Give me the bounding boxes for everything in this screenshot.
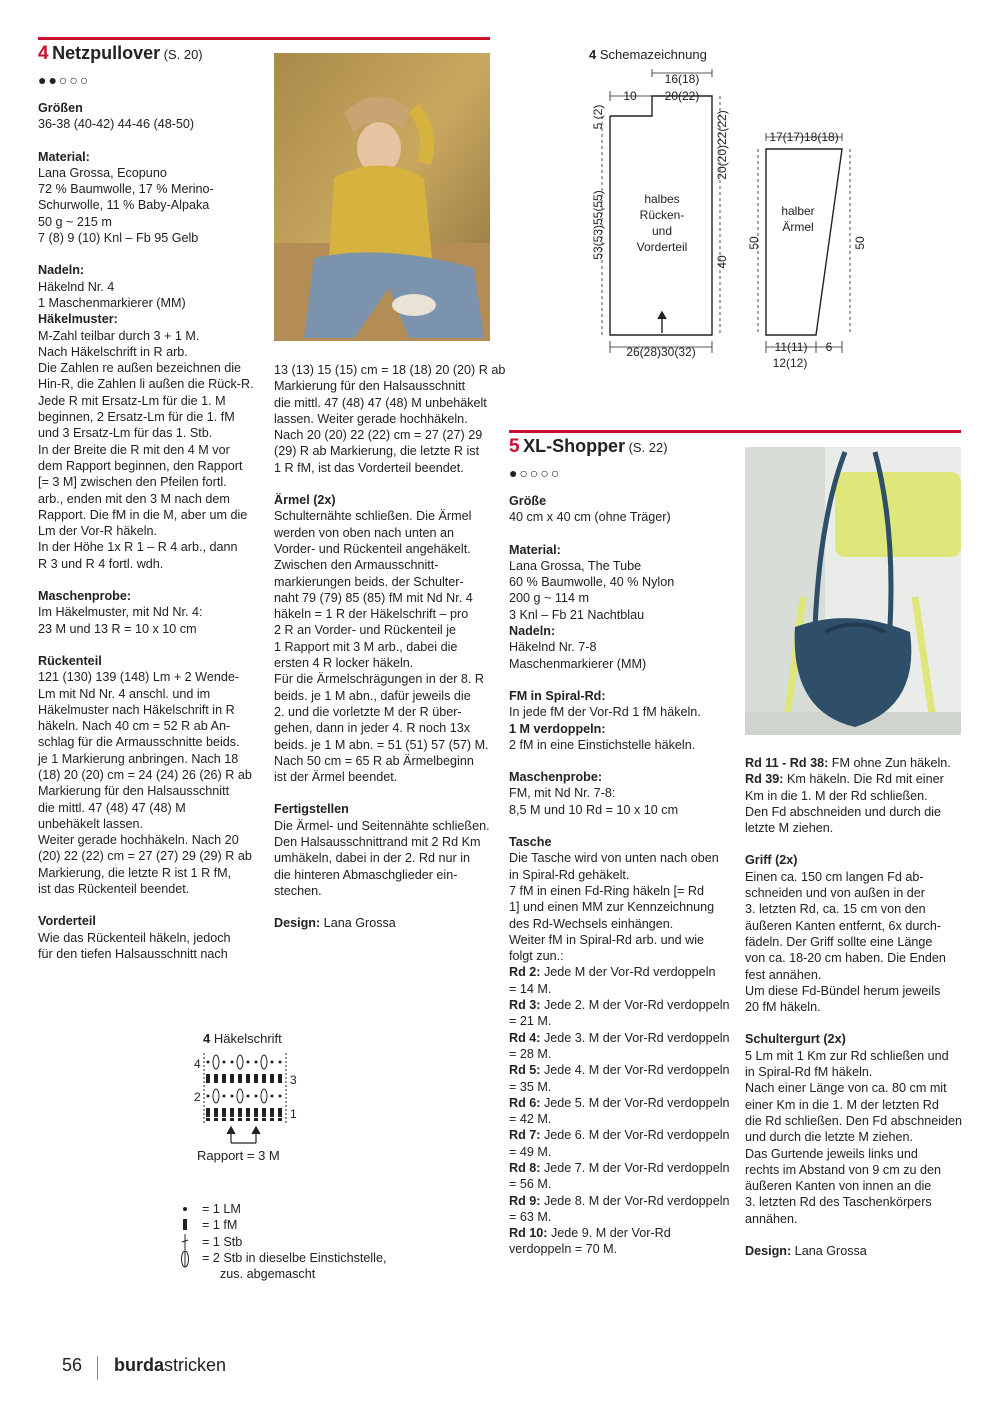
s4c1-line: Jede R mit Ersatz-Lm für die 1. M — [38, 393, 226, 408]
s4c1-line: Schurwolle, 11 % Baby-Alpaka — [38, 198, 210, 213]
s4c1-line: Weiter gerade hochhäkeln. Nach 20 — [38, 833, 239, 848]
s4c1-heading-6: Vorderteil — [38, 914, 96, 929]
s5c2-line: Nach einer Länge von ca. 80 cm mit — [745, 1081, 947, 1096]
double-stb-stitch — [213, 1055, 219, 1069]
s4c1-block-3 — [38, 311, 268, 572]
s5c2-line: die Rd schließen. Den Fd abschneiden — [745, 1113, 963, 1128]
fm-stitch — [262, 1118, 266, 1121]
s4c1-line: für den tiefen Halsausschnitt nach — [38, 946, 228, 961]
legend-text: = 1 fM — [202, 1218, 238, 1233]
s5c2-heading-0: Griff (2x) — [745, 853, 798, 868]
s4c1-line: dem Rapport beginnen, den Rapport — [38, 458, 243, 473]
s4c1-line: R 3 und R 4 fortl. wdh. — [38, 556, 164, 571]
fm-stitch — [254, 1074, 258, 1083]
s4c1-line: arb., enden mit den 3 M nach dem — [38, 491, 230, 506]
s4c1-line: 72 % Baumwolle, 17 % Merino- — [38, 182, 214, 197]
legend-item — [180, 1201, 440, 1217]
fm-stitch — [238, 1118, 242, 1121]
section5-number: 5 — [509, 436, 520, 457]
s5c1-block-4 — [509, 721, 739, 754]
fm-stitch — [254, 1108, 258, 1117]
section4-difficulty: ●●○○○ — [38, 72, 91, 88]
s4c1-heading-4: Maschenprobe: — [38, 589, 132, 604]
s4c1-line: 50 g ~ 215 m — [38, 214, 112, 229]
s5c1-heading-3: FM in Spiral-Rd: — [509, 688, 606, 703]
chain-stitch — [279, 1061, 282, 1064]
round-instruction: Rd 39: Km häkeln. Die Rd mit einer Km in die 1. M der Rd schließen. Den Fd abschneiden und durch die letzte M ziehen. — [745, 772, 944, 836]
fm-stitch — [222, 1074, 226, 1083]
fm-stitch — [246, 1108, 250, 1117]
s4c1-line: Lm der Vor-R häkeln. — [38, 524, 157, 539]
s4c1-line: die mittl. 47 (48) 47 (48) M — [38, 800, 186, 815]
s4c1-block-6 — [38, 913, 268, 962]
fm-stitch — [278, 1118, 282, 1121]
s4c2-line: Schulternähte schließen. Die Ärmel — [274, 509, 472, 524]
s5c2-line: äußeren Kanten von innen an die — [745, 1179, 932, 1194]
s4c2-line: lassen. Weiter gerade hochhäkeln. — [274, 411, 468, 426]
sleeve-bottom-left: 11(11) — [774, 340, 808, 354]
chart-symbols — [206, 1055, 282, 1121]
s4c1-line: 7 (8) 9 (10) Knl – Fb 95 Gelb — [38, 231, 199, 246]
s5c2-line: fädeln. Der Griff sollte eine Länge — [745, 934, 933, 949]
sleeve-right: 50 — [853, 236, 867, 250]
s4c1-line: beginnen, 2 Ersatz-Lm für die 1. fM — [38, 410, 235, 425]
legend-item — [180, 1234, 440, 1250]
section4-rule — [38, 37, 490, 40]
s5c2-line: Das Gurtende jeweils links und — [745, 1146, 918, 1161]
s5c2-heading-1: Schultergurt (2x) — [745, 1032, 846, 1047]
s5c2-line: annähen. — [745, 1211, 798, 1226]
fm-stitch — [262, 1074, 266, 1083]
s4c2-heading-1: Ärmel (2x) — [274, 493, 336, 508]
s4c2-line: ersten 4 R locker häkeln. — [274, 656, 414, 671]
s5c2-block-0 — [745, 852, 975, 1015]
s4c1-line: 1 Maschenmarkierer (MM) — [38, 295, 186, 310]
chain-stitch — [255, 1061, 258, 1064]
round-instruction: Rd 8: Jede 7. M der Vor-Rd verdoppeln = 56 M. — [509, 1160, 730, 1192]
s5c1-line: Die Tasche wird von unten nach oben — [509, 851, 719, 866]
dim-left-small: 5 (2) — [591, 104, 605, 130]
s4c2-heading-3: Design: — [274, 916, 321, 931]
s4c2-line: 2 R an Vorder- und Rückenteil je — [274, 623, 457, 638]
s5c1-line: 3 Knl – Fb 21 Nachtblau — [509, 607, 645, 622]
sleeve-bottom-total: 12(12) — [772, 356, 808, 370]
dim-bottom: 26(28)30(32) — [626, 345, 696, 359]
s4c1-line: häkeln. Nach 40 cm = 52 R ab An- — [38, 719, 231, 734]
s5c1-line: folgt zun.: — [509, 949, 564, 964]
s4c2-line: naht 79 (79) 85 (85) fM mit Nd Nr. 4 — [274, 590, 473, 605]
s5c1-line: Häkelnd Nr. 7-8 — [509, 640, 597, 655]
s4c1-line: Hin-R, die Zahlen li außen die Rück-R. — [38, 377, 254, 392]
s5c1-line: Weiter fM in Spiral-Rd arb. und wie — [509, 932, 705, 947]
double-stb-stitch — [261, 1089, 267, 1103]
s5c1-line: 40 cm x 40 cm (ohne Träger) — [509, 510, 671, 525]
round-instruction: Rd 11 - Rd 38: FM ohne Zun häkeln. — [745, 756, 951, 770]
s4c1-block-2 — [38, 262, 268, 311]
round-instruction: Rd 10: Jede 9. M der Vor-Rd verdoppeln = 70 M. — [509, 1226, 671, 1257]
dim-top-left: 10 — [623, 89, 637, 103]
row-label-1: 1 — [290, 1107, 297, 1121]
s4c2-line: werden von oben nach unten an — [274, 525, 454, 540]
section5-difficulty: ●○○○○ — [509, 465, 562, 481]
s5c1-heading-0: Größe — [509, 494, 547, 508]
sleeve-label-1: halber — [781, 204, 815, 218]
chain-stitch — [223, 1061, 226, 1064]
s5c2-line: in Spiral-Rd fM häkeln. — [745, 1065, 873, 1080]
s4c2-line: beids. je 1 M abn., dafür jeweils die — [274, 688, 471, 703]
s5c2-line: und durch die letzte M ziehen. — [745, 1130, 914, 1145]
s5c1-line: 2 fM in eine Einstichstelle häkeln. — [509, 737, 696, 752]
chain-stitch — [255, 1095, 258, 1098]
s4c1-line: Markierung, die letzte R ist 1 R fM, — [38, 865, 232, 880]
s4c1-line: Die Zahlen re außen bezeichnen die — [38, 361, 242, 376]
legend-text: = 1 LM — [202, 1202, 241, 1216]
s4c1-line: schlag für die Armausschnitte beids. — [38, 735, 240, 750]
s4c1-line: Im Häkelmuster, mit Nd Nr. 4: — [38, 605, 203, 620]
chain-stitch — [207, 1061, 210, 1064]
body-label-2: Rücken- — [639, 208, 685, 222]
dim-right-lower: 40 — [715, 255, 729, 269]
schema-label: 4 Schemazeichnung — [589, 47, 707, 62]
fm-stitch — [238, 1108, 242, 1117]
s5c1-block-0 — [509, 493, 739, 526]
s5c1-block-6 — [509, 834, 739, 964]
s5c2-line: einer Km in die 1. M der letzten Rd — [745, 1097, 939, 1112]
s4c1-line: unbehäkelt lassen. — [38, 816, 144, 831]
s4c1-line: (20) 22 (22) cm = 27 (27) 29 (29) R ab — [38, 849, 252, 864]
chart-legend — [180, 1201, 440, 1282]
s4c1-line: In der Breite die R mit den 4 M vor — [38, 442, 230, 457]
s5c1-line: 60 % Baumwolle, 40 % Nylon — [509, 575, 675, 590]
sleeve-top: 17(17)18(18) — [769, 130, 839, 144]
s5c2-heading-2: Design: — [745, 1244, 792, 1259]
s5c2-line: rechts im Abstand von 9 cm zu den — [745, 1162, 942, 1177]
s4c1-line: Wie das Rückenteil häkeln, jedoch — [38, 930, 231, 945]
sleeve-label-2: Ärmel — [782, 220, 814, 234]
legend-item — [180, 1217, 440, 1233]
s4c2-heading-2: Fertigstellen — [274, 802, 349, 817]
s5c1-heading-4: 1 M verdoppeln: — [509, 721, 606, 736]
s5c2-line: fest annähen. — [745, 967, 822, 982]
s4c1-line: und 3 Ersatz-Lm für das 1. Stb. — [38, 426, 213, 441]
s4c2-line: (29) R ab Markierung, die letzte R ist — [274, 444, 480, 459]
section4-title: Netzpullover — [52, 43, 161, 63]
s4c1-line: je 1 Markierung anbringen. Nach 18 — [38, 751, 239, 766]
s5c1-line: Maschenmarkierer (MM) — [509, 656, 647, 671]
section4-heading — [38, 45, 203, 63]
round-instruction: Rd 3: Jede 2. M der Vor-Rd verdoppeln = 21 M. — [509, 998, 730, 1029]
s5c1-line: 8,5 M und 10 Rd = 10 x 10 cm — [509, 802, 679, 817]
dim-right-upper: 20(20)22(22) — [715, 110, 729, 180]
s5c2-line: Um diese Fd-Bündel herum jeweils — [745, 983, 941, 998]
chain-stitch — [279, 1095, 282, 1098]
s5c1-block-2 — [509, 623, 739, 672]
s5c2-line: von ca. 18-20 cm haben. Die Enden — [745, 951, 946, 966]
s4c1-line: 36-38 (40-42) 44-46 (48-50) — [38, 117, 195, 132]
chain-stitch — [247, 1095, 250, 1098]
fm-stitch — [222, 1118, 226, 1121]
section5-column1 — [509, 493, 739, 1258]
s5c2-line: schneiden und von außen in der — [745, 886, 925, 901]
legend-item — [180, 1250, 440, 1266]
s4c1-line: In der Höhe 1x R 1 – R 4 arb., dann — [38, 540, 238, 555]
schema-diagram — [580, 65, 880, 375]
fm-stitch — [278, 1108, 282, 1117]
chain-stitch — [231, 1061, 234, 1064]
s5c1-block-5 — [509, 769, 739, 818]
round-instruction: Rd 6: Jede 5. M der Vor-Rd verdoppeln = 42 M. — [509, 1095, 730, 1127]
s4c2-line: Die Ärmel- und Seitennähte schließen. — [274, 818, 490, 833]
chain-stitch — [247, 1061, 250, 1064]
s4c1-line: Markierung für den Halsausschnitt — [38, 784, 230, 799]
round-instruction: Rd 5: Jede 4. M der Vor-Rd verdoppeln = 35 M. — [509, 1063, 730, 1094]
s4c1-heading-3: Häkelmuster: — [38, 312, 118, 327]
section5-title: XL-Shopper — [523, 436, 626, 456]
double-stb-stitch — [213, 1089, 219, 1103]
section5-rule — [509, 430, 961, 433]
s5c1-block-3 — [509, 688, 739, 721]
s4c2-line: 13 (13) 15 (15) cm = 18 (18) 20 (20) R ab — [274, 363, 506, 377]
s4c1-heading-1: Material: — [38, 149, 90, 164]
s4c2-line: 1 Rapport mit 3 M arb., dabei die — [274, 639, 458, 654]
fm-stitch — [270, 1074, 274, 1083]
s5c1-line: des Rd-Wechsels einhängen. — [509, 916, 674, 931]
s5c2-block-2 — [745, 1243, 975, 1259]
dim-top-right: 20(22) — [664, 89, 700, 103]
legend-text-cont: zus. abgemascht — [220, 1267, 316, 1282]
s5c1-heading-6: Tasche — [509, 835, 552, 850]
dim-left-total: 53(53)55(55) — [591, 190, 605, 260]
chain-stitch — [207, 1095, 210, 1098]
s5c2-line: 5 Lm mit 1 Km zur Rd schließen und — [745, 1048, 949, 1063]
s4c2-line: die mittl. 47 (48) 47 (48) M unbehäkelt — [274, 395, 487, 410]
round-instruction: Rd 7: Jede 6. M der Vor-Rd verdoppeln = 49 M. — [509, 1128, 730, 1159]
chain-stitch — [231, 1095, 234, 1098]
fm-stitch — [262, 1108, 266, 1117]
s4c1-line: Nach Häkelschrift in R arb. — [38, 344, 188, 359]
rapport-label: Rapport = 3 M — [197, 1148, 280, 1163]
s5c1-line: FM, mit Nd Nr. 7-8: — [509, 786, 616, 801]
s4c1-line: M-Zahl teilbar durch 3 + 1 M. — [38, 328, 200, 343]
fm-stitch — [270, 1108, 274, 1117]
chain-stitch — [223, 1095, 226, 1098]
row-label-3: 3 — [290, 1073, 297, 1087]
fm-stitch — [214, 1108, 218, 1117]
s4c2-line: beids. je 1 M abn. = 51 (51) 57 (57) M. — [274, 737, 489, 752]
row-label-2: 2 — [194, 1090, 201, 1104]
s4c2-inline-3: Lana Grossa — [320, 916, 396, 931]
s4c2-line: gehen, dann in jeder 4. R noch 13x — [274, 721, 471, 736]
s4c2-line: Vorder- und Rückenteil angehäkelt. — [274, 541, 471, 556]
row-label-4: 4 — [194, 1057, 201, 1071]
body-label-1: halbes — [644, 192, 680, 206]
s4c2-block-3 — [274, 915, 504, 931]
s4c1-line: 121 (130) 139 (148) Lm + 2 Wende- — [38, 670, 240, 685]
body-label-4: Vorderteil — [636, 240, 688, 254]
s5c1-block-1 — [509, 542, 739, 623]
s4c1-heading-2: Nadeln: — [38, 263, 85, 278]
s4c1-heading-0: Größen — [38, 101, 83, 115]
s5c1-line: 200 g ~ 114 m — [509, 591, 589, 606]
s4c2-line: Für die Ärmelschrägungen in der 8. R — [274, 672, 484, 687]
s5c2-line: 3. letzten Rd, ca. 15 cm von den — [745, 902, 926, 917]
fm-stitch — [230, 1118, 234, 1121]
dim-top-total: 16(18) — [664, 72, 700, 86]
s4c2-line: markierungen beids. der Schulter- — [274, 574, 464, 589]
s4c2-block-2 — [274, 801, 504, 899]
s5c1-heading-2: Nadeln: — [509, 624, 556, 639]
fm-stitch — [206, 1108, 210, 1117]
sleeve-bottom-right: 6 — [825, 340, 833, 354]
double-stb-icon — [180, 1250, 202, 1272]
s5c1-line: 1] und einen MM zur Kennzeichnung — [509, 900, 715, 915]
round-instruction: Rd 9: Jede 8. M der Vor-Rd verdoppeln = 63 M. — [509, 1193, 730, 1224]
fm-stitch — [246, 1118, 250, 1121]
s5c1-line: In jede fM der Vor-Rd 1 fM häkeln. — [509, 705, 701, 720]
fm-stitch — [246, 1074, 250, 1083]
sleeve-left: 50 — [747, 236, 761, 250]
section4-column1 — [38, 100, 268, 978]
s4c2-block-1 — [274, 492, 504, 785]
section4-number: 4 — [38, 43, 49, 64]
double-stb-stitch — [237, 1089, 243, 1103]
s4c2-line: stechen. — [274, 883, 322, 898]
double-stb-stitch — [261, 1055, 267, 1069]
s5c2-line: Einen ca. 150 cm langen Fd ab- — [745, 869, 924, 884]
crochet-chart — [186, 1048, 306, 1158]
chain-stitch — [271, 1095, 274, 1098]
s4c2-line: 2. und die vorletzte M der R über- — [274, 704, 462, 719]
s5c2-inline-2: Lana Grossa — [791, 1244, 867, 1259]
s5c2-block-1 — [745, 1031, 975, 1227]
section5-column2 — [745, 755, 975, 1275]
s5c1-heading-1: Material: — [509, 542, 561, 557]
s4c1-line: Lm mit Nd Nr. 4 anschl. und im — [38, 686, 211, 701]
brand-logo: burdastricken — [114, 1355, 227, 1375]
section5-heading — [509, 438, 668, 456]
sweater-photo — [274, 53, 490, 341]
s5c2-line: 3. letzten Rd des Taschenkörpers — [745, 1195, 932, 1210]
chart-label: 4 Häkelschrift — [203, 1031, 282, 1046]
fm-stitch — [230, 1074, 234, 1083]
fm-stitch — [222, 1108, 226, 1117]
double-stb-stitch — [237, 1055, 243, 1069]
section4-page-ref: (S. 20) — [163, 47, 203, 62]
s4c1-block-4 — [38, 588, 268, 637]
s4c2-line: umhäkeln, dabei in der 2. Rd nur in — [274, 851, 471, 866]
s4c1-line: 23 M und 13 R = 10 x 10 cm — [38, 621, 197, 636]
footer-divider — [97, 1356, 98, 1380]
round-instruction: Rd 4: Jede 3. M der Vor-Rd verdoppeln = 28 M. — [509, 1030, 730, 1061]
s4c1-line: [= 3 M] zwischen den Pfeilen fortl. — [38, 475, 227, 490]
s4c2-line: Zwischen den Armausschnitt- — [274, 558, 439, 573]
fm-stitch — [206, 1118, 210, 1121]
section5-page-ref: (S. 22) — [628, 440, 668, 455]
s4c1-block-1 — [38, 149, 268, 247]
fm-stitch — [214, 1118, 218, 1121]
s4c1-line: Häkelnd Nr. 4 — [38, 279, 115, 294]
s4c2-line: ist der Ärmel beendet. — [274, 770, 398, 785]
s4c1-line: Lana Grossa, Ecopuno — [38, 165, 167, 180]
bag-photo — [745, 447, 961, 735]
s4c1-line: (18) 20 (20) cm = 24 (24) 26 (26) R ab — [38, 767, 252, 782]
s4c1-block-0 — [38, 100, 268, 133]
s4c2-line: die hinteren Abmaschglieder ein- — [274, 867, 458, 882]
s5c1-heading-5: Maschenprobe: — [509, 770, 603, 785]
s4c2-line: Markierung für den Halsausschnitt — [274, 379, 466, 394]
s5c1-line: 7 fM in einen Fd-Ring häkeln [= Rd — [509, 883, 704, 898]
s5c2-line: 20 fM häkeln. — [745, 1000, 821, 1015]
s4c2-block-0 — [274, 362, 504, 476]
fm-stitch — [254, 1118, 258, 1121]
s4c2-line: Nach 50 cm = 65 R ab Ärmelbeginn — [274, 753, 474, 768]
rapport-arrows — [227, 1127, 260, 1143]
s4c2-line: 1 R fM, ist das Vorderteil beendet. — [274, 460, 464, 475]
page-number: 56 — [62, 1355, 83, 1375]
s4c1-line: ist das Rückenteil beendet. — [38, 882, 190, 897]
s5c1-line: in Spiral-Rd gehäkelt. — [509, 867, 630, 882]
fm-stitch — [206, 1074, 210, 1083]
round-instruction: Rd 2: Jede M der Vor-Rd verdoppeln = 14 M. — [509, 965, 716, 996]
fm-stitch — [270, 1118, 274, 1121]
legend-text: = 1 Stb — [202, 1234, 243, 1249]
fm-stitch — [230, 1108, 234, 1117]
s5c2-line: äußeren Kanten entfernt, 6x durch- — [745, 918, 942, 933]
s4c1-line: Rapport. Die fM in die M, aber um die — [38, 507, 248, 522]
fm-stitch — [214, 1074, 218, 1083]
s5c1-line: Lana Grossa, The Tube — [509, 558, 642, 573]
fm-stitch — [278, 1074, 282, 1083]
s4c1-heading-5: Rückenteil — [38, 653, 102, 668]
s4c1-line: Häkelmuster nach Häkelschrift in R — [38, 702, 235, 717]
legend-text: = 2 Stb in dieselbe Einstichstelle, — [202, 1250, 387, 1265]
section4-column2 — [274, 362, 504, 948]
s4c2-line: Nach 20 (20) 22 (22) cm = 27 (27) 29 — [274, 428, 483, 443]
fm-stitch — [238, 1074, 242, 1083]
s4c1-block-5 — [38, 653, 268, 897]
body-label-3: und — [651, 224, 673, 238]
s4c2-line: häkeln = 1 R der Häkelschrift – pro — [274, 607, 469, 622]
chain-stitch — [271, 1061, 274, 1064]
s4c2-line: Den Halsausschnittrand mit 2 Rd Km — [274, 835, 481, 850]
